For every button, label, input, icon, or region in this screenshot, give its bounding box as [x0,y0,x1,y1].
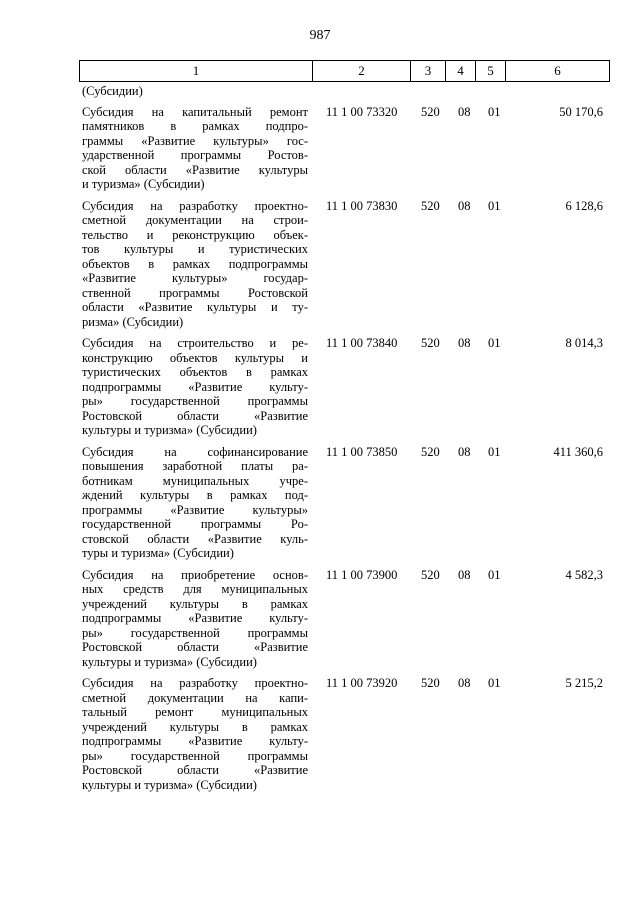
description-line: Ростовской области «Развитие [82,763,308,777]
description-line: сметной документации на капи- [82,690,308,705]
row-col-5: 01 [488,198,501,213]
row-col-3: 520 [421,676,440,690]
description-line: программы «Развитие культуры» [82,502,308,517]
row-description [82,105,308,192]
table-row [82,84,609,99]
row-amount: 8 014,3 [565,336,603,350]
description-line: Субсидия на приобретение основ- [82,567,308,582]
description-line: туристических объектов в рамках [82,365,308,379]
table-row [82,445,609,561]
header-col-2: 2 [313,61,411,82]
description-line: (Субсидии) [82,84,143,98]
table-row [82,105,609,192]
header-col-3: 3 [411,61,446,82]
description-line: ственной программы Ростовской [82,285,308,300]
header-col-4: 4 [446,61,476,82]
description-line: Ростовской области «Развитие [82,640,308,654]
description-line: ударственной программы Ростов- [82,148,308,162]
row-amount: 50 170,6 [559,104,603,119]
row-col-4: 08 [458,444,471,459]
row-amount: 411 360,6 [553,444,603,459]
description-line: туры и туризма» (Субсидии) [82,546,234,560]
description-line: конструкцию объектов культуры и [82,350,308,365]
page-number: 987 [309,28,331,43]
description-line: подпрограммы «Развитие культу- [82,611,308,625]
description-line: ждений культуры в рамках под- [82,488,308,502]
description-line: «Развитие культуры» государ- [82,271,308,285]
row-code: 11 1 00 73830 [326,198,398,213]
row-description [82,568,308,670]
row-col-5: 01 [488,336,501,350]
table-body [82,84,609,792]
description-line: ризма» (Субсидии) [82,314,184,329]
row-description [82,445,308,561]
description-line: Субсидия на капитальный ремонт [82,104,308,119]
description-line: Ростовской области «Развитие [82,408,308,423]
row-col-3: 520 [421,567,440,582]
row-description [82,199,308,330]
row-col-5: 01 [488,444,501,459]
description-line: государственной программы Ро- [82,517,308,531]
description-line: подпрограммы «Развитие культу- [82,734,308,748]
row-code: 11 1 00 73900 [326,567,398,582]
description-line: ры» государственной программы [82,748,308,763]
description-line: ботникам муниципальных учре- [82,473,308,488]
row-col-3: 520 [421,444,440,459]
table-row [82,336,609,438]
description-line: области «Развитие культуры и ту- [82,300,308,314]
description-line: Субсидия на софинансирование [82,444,308,459]
description-line: и туризма» (Субсидии) [82,177,205,191]
row-col-3: 520 [421,336,440,350]
description-line: культуры и туризма» (Субсидии) [82,777,257,792]
row-description [82,676,308,792]
table-row [82,568,609,670]
description-line: подпрограммы «Развитие культу- [82,379,308,394]
table-row [82,199,609,330]
row-description [82,336,308,438]
header-col-1: 1 [80,61,313,82]
description-line: ры» государственной программы [82,394,308,408]
row-code: 11 1 00 73840 [326,336,398,350]
row-col-4: 08 [458,567,471,582]
row-col-4: 08 [458,676,471,690]
row-col-3: 520 [421,198,440,213]
description-line: тов культуры и туристических [82,242,308,256]
row-amount: 6 128,6 [565,198,603,213]
description-line: граммы «Развитие культуры» гос- [82,133,308,148]
row-col-5: 01 [488,567,501,582]
header-col-5: 5 [476,61,506,82]
description-line: повышения заработной платы ра- [82,459,308,473]
description-line: тельство и реконструкцию объек- [82,227,308,242]
description-line: учреждений культуры в рамках [82,719,308,734]
description-line: учреждений культуры в рамках [82,596,308,611]
header-col-6: 6 [506,61,610,82]
row-col-4: 08 [458,104,471,119]
description-line: ных средств для муниципальных [82,582,308,596]
row-col-5: 01 [488,676,501,690]
row-amount: 5 215,2 [565,676,603,690]
row-code: 11 1 00 73320 [326,104,398,119]
description-line: Субсидия на разработку проектно- [82,198,308,213]
description-line: тальный ремонт муниципальных [82,705,308,719]
row-code: 11 1 00 73850 [326,444,398,459]
description-line: памятников в рамках подпро- [82,119,308,133]
description-line: объектов в рамках подпрограммы [82,256,308,271]
description-line: культуры и туризма» (Субсидии) [82,423,257,437]
table-header [79,60,609,82]
row-col-4: 08 [458,336,471,350]
table-row [82,676,609,792]
row-amount: 4 582,3 [565,567,603,582]
description-line: Субсидия на разработку проектно- [82,676,308,690]
description-line: ры» государственной программы [82,625,308,640]
row-code: 11 1 00 73920 [326,676,398,690]
description-line: сметной документации на строи- [82,213,308,227]
row-col-3: 520 [421,104,440,119]
row-col-4: 08 [458,198,471,213]
description-line: культуры и туризма» (Субсидии) [82,654,257,669]
description-line: стовской области «Развитие куль- [82,531,308,546]
description-line: Субсидия на строительство и ре- [82,336,308,350]
description-line: ской области «Развитие культуры [82,162,308,177]
row-description [82,84,308,99]
row-col-5: 01 [488,104,501,119]
